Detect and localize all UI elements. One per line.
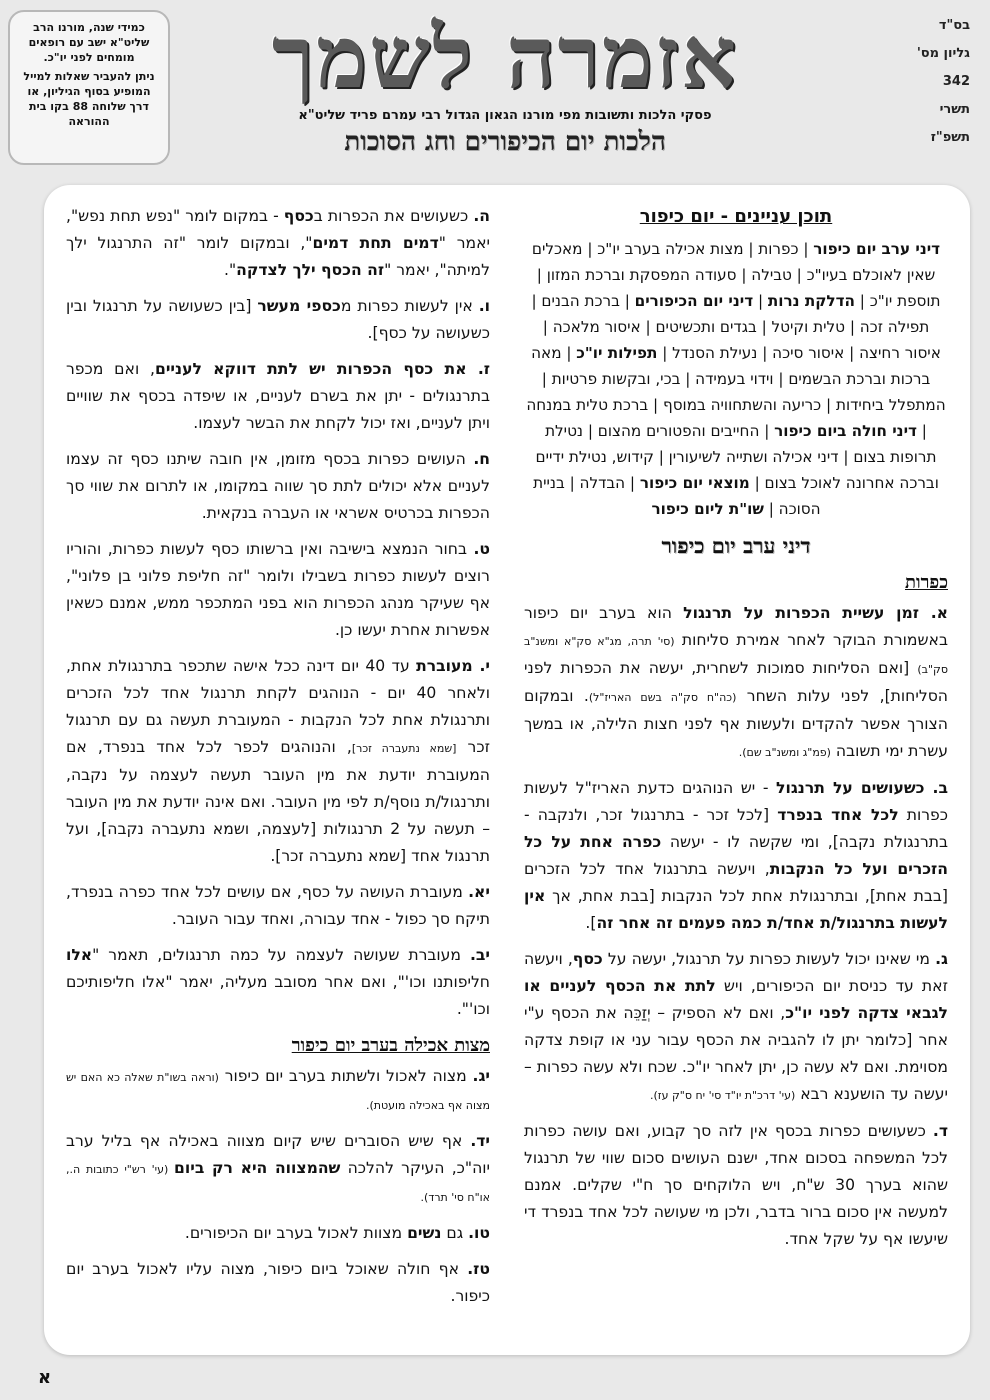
toc-items: | הבדלה | בניית הסוכה | [533, 474, 821, 518]
paragraph-b: ב. כשעושים על תרנגול - יש הנוהגים כדעת האריז"ל לעשות כפרות לכל אחד בנפרד [לכל זכר - בתרנגול זכר, ולנקבה - בתרנגולת נקבה], ומי שקשה לו - יעשה כפרה אחת על כל הזכרים ועל כל הנקבות, ויעשה בתרנגול אחד לכל הזכרים [בבת אחת], ובתרנגולת אחת לכל הנקבות [בבת אחת, אך אין לעשות בתרנגול/ת אחד/ת כמה פעמים זה אחר זה]. [524, 779, 948, 932]
toc-heading: דיני חולה ביום כיפור [774, 422, 917, 440]
issue-label: גליון מס' [916, 46, 970, 61]
paragraph-t: ט. בחור הנמצא בישיבה ואין ברשותו כסף לעשות כפרות, והוריו רוצים לעשות כפרות בשבילו ולומר "זה חליפת פלוני בן פלוני", אף שעיקר מנהג הכפרות הוא בפני המתכפר ממש, אמנם כשאין אפשרות אחרת יעשו כן. [66, 540, 490, 639]
toc-items: | החייבים והפטורים מהצום | נטילת תרופות בצום | דיני אכילה ושתייה לשיעורין | קידוש, נטילת ידיים וברכה אחרונה לאוכל בצום | [535, 422, 939, 492]
toc-title: תוכן עניינים - יום כיפור [639, 206, 833, 227]
toc-heading: הדלקת נרות [767, 292, 855, 310]
content-card [44, 185, 970, 1355]
bsd-label: בס"ד [938, 18, 970, 33]
notice-box [8, 10, 170, 165]
section-title: דיני ערב יום כיפור [661, 533, 811, 558]
right-column [524, 203, 948, 1345]
paragraph-tv: טו. גם נשים מצוות לאכול בערב יום הכיפורים. [184, 1224, 490, 1242]
paragraph-ya: יא. מעוברת העושה על כסף, אם עושים לכל אחד כפרה בנפרד, תיקח סך כפול - אחד עבורה, ואחד עבור העובר. [66, 883, 490, 928]
table-of-contents: דיני ערב יום כיפור | כפרות | מצות אכילה בערב יו"כ | מאכלים שאין לאוכלם בעיו"כ | טבילה | סעודה המפסקת וברכת המזון | תוספת יו"כ | הדלקת נרות | דיני יום הכיפורים | ברכת הבנים | תפילה זכה | טלית וקיטל | בגדים ותכשיטים | איסור מלאכה | איסור רחיצה | איסור סיכה | נעילת הסנדל | תפילות יו"כ | מאה ברכות וברכת הבשמים | וידוי בעמידה | בכי, ובקשות פרטיות | המתפלל ביחידות | כריעה והשתחוויה במוסף | ברכת טלית במנחה | דיני חולה ביום כיפור | החייבים והפטורים מהצום | נטילת תרופות בצום | דיני אכילה ושתייה לשיעורין | קידוש, נטילת ידיים וברכה אחרונה לאוכל בצום | מוצאי יום כיפור | הבדלה | בניית הסוכה | שו"ת ליום כיפור [526, 240, 946, 518]
paragraph-h: ה. כשעושים את הכפרות בכסף - במקום לומר "נפש תחת נפש", יאמר "דמים תחת דמים", ובמקום לומר "זה התרנגול ילך למיתה", יאמר "זה הכסף ילך לצדקה". [66, 207, 490, 279]
paragraph-v: ו. אין לעשות כפרות מכספי מעשר [בין כשעושה על תרנגול ובין כשעושה על כסף]. [66, 297, 490, 342]
notice-text-2: ניתן להעביר שאלות למייל המופיע בסוף הגיליון, או דרך שלוחה 88 בקו בית ההוראה [23, 70, 155, 128]
toc-heading: דיני ערב יום כיפור [813, 240, 941, 258]
toc-heading: תפילות יו"כ [576, 344, 658, 362]
subsection-title: כפרות [904, 572, 948, 593]
paragraph-ch: ח. העושים כפרות בכסף מזומן, אין חובה שיתנו כסף זה עצמו לעניים אלא יכולים לתת סך שווה במקומו, או לתרום את שווי סך הכפרות בכרטיס אשראי או העברה בנקאית. [66, 450, 490, 522]
paragraph-yb: יב. מעוברת שעושה לעצמה על כמה תרנגולים, תאמר "אלו חליפותנו וכו'", ואם אחר מסובב מעליה, יאמר "אלו חליפותיכם וכו'". [66, 946, 490, 1018]
issue-number: 342 [942, 74, 970, 89]
paragraph-d: ד. כשעושים כפרות בכסף אין לזה סך קבוע, ואם עושה כפרות לכל המשפחה בסכום אחד, ישנם העושים סכום שווי של תרנגול שהוא בערך 30 ש"ח, ויש הלוקחים סך ח"י שקלים. אמנם למעשה אין סכום ברור בדבר, ולכן מי שעושה לכל אחד בנפרד די שיעשו אף על שקל אחד. [524, 1122, 948, 1248]
left-column [66, 203, 490, 1345]
paragraph-yg: יג. מצוה לאכול ולשתות בערב יום כיפור (וראה בשו"ת שאלה כא האם יש מצוה אף באכילה מועטת). [66, 1067, 490, 1112]
toc-heading: דיני יום הכיפורים [634, 292, 754, 310]
issue-date: תשרי תשפ"ז [930, 102, 970, 145]
paragraph-g: ג. מי שאינו יכול לעשות כפרות על תרנגול, יעשה על כסף, ויעשה זאת עד כניסת יום הכיפורים, ויש לתת את הכסף לעניים או לגבאי צדקה לפני יו"כ, ואם לא הספיק – יְזַכֵּה את הכסף ע"י אחר [כלומר יתן לו להגביה את הכסף עבור עני או קופת צדקה מסוימת. ואם לא עשה כן, יתן לאחר יו"כ. שכח ולא עשה כפרות – יעשה עד הושענא רבא (עי' דרכ"ת יו"ד סי' יח ס"ק עז). [524, 950, 948, 1103]
subsection-title: מצות אכילה בערב יום כיפור [291, 1035, 490, 1056]
toc-items: | כפרות | מצות אכילה בערב יו"כ | מאכלים שאין לאוכלם בעיו"כ | טבילה | סעודה המפסקת וברכת המזון | תוספת יו"כ | [531, 240, 941, 310]
toc-heading: שו"ת ליום כיפור [651, 500, 764, 518]
paragraph-tz: טז. אף חולה שאוכל ביום כיפור, מצוה עליו לאכול בערב יום כיפור. [66, 1260, 490, 1305]
paragraph-a: א. זמן עשיית הכפרות על תרנגול הוא בערב יום כיפור באשמורת הבוקר לאחר אמירת סליחות (סי' תרה, מג"א סק"א ומשנ"ב סק"ב) [ואם הסליחות סמוכות לשחרית, יעשה את הכפרות לפני הסליחות], לפני עלות השחר (כה"ח סק"ה בשם האריז"ל). ובמקום הצורך אפשר להקדים ולעשות אף לפני חצות הלילה, או במשך עשרת ימי תשובה (פמ"ג ומשנ"ב שם). [524, 604, 948, 760]
issue-info [900, 12, 970, 152]
notice-text-1: כמידי שנה, מורנו הרב שליט"א ישב עם רופאים מומחים לפני יו"כ. [28, 21, 150, 64]
masthead [195, 7, 815, 157]
toc-heading: מוצאי יום כיפור [639, 474, 750, 492]
newsletter-subtitle: פסקי הלכות ותשובות מפי מורנו הגאון הגדול רבי עמרם פריד שליט"א [298, 108, 712, 123]
paragraph-y: י. מעוברת עד 40 יום דינה ככל אישה שתכפר בתרנגולת אחת, ולאחר 40 יום - הנוהגים לקחת תרנגול אחד לכל הזכרים ותרנגולת אחת לכל הנקבות - המעוברת תעשה גם עם תרנגול זכר [שמא נתעברה זכר], והנוהגים לכפר לכל אחד בנפרד, אם המעוברת יודעת את מין העובר תעשה לעצמה על נקבה, ותרנגול/ת נוסף/ת לפי מין העובר. ואם אינה יודעת את מין העובר – תעשה על 2 תרנגולות [לעצמה, ושמא נתעברה נקבה], ועל תרנגול אחד [שמא נתעברה זכר]. [66, 657, 490, 865]
paragraph-yd: יד. אף שיש הסוברים שיש קיום מצווה באכילה אף בליל ערב יוה"כ, העיקר להלכה שהמצווה היא רק ביום (עי' רש"י כתובות ה., או"ח סי' תרד). [66, 1132, 490, 1204]
toc-items: | מאה ברכות וברכת הבשמים | וידוי בעמידה | בכי, ובקשות פרטיות | המתפלל ביחידות | כריעה והשתחוויה במוסף | ברכת טלית במנחה | [526, 344, 946, 440]
page-number: א [38, 1367, 52, 1388]
newsletter-title: אזמרה לשמך [271, 7, 739, 108]
issue-topic: הלכות יום הכיפורים וחג הסוכות [344, 127, 666, 157]
toc-items: | ברכת הבנים | תפילה זכה | טלית וקיטל | בגדים ותכשיטים | איסור מלאכה | איסור רחיצה | איסור סיכה | נעילת הסנדל | [531, 292, 941, 362]
paragraph-z: ז. את כסף הכפרות יש לתת דווקא לעניים, ואם מכפר בתרנגולים - יתן את בשרם לעניים, או שיפדה בכסף את שוויים ויתן לעניים, ואז יכול לקחת את הבשר לעצמו. [66, 360, 490, 432]
